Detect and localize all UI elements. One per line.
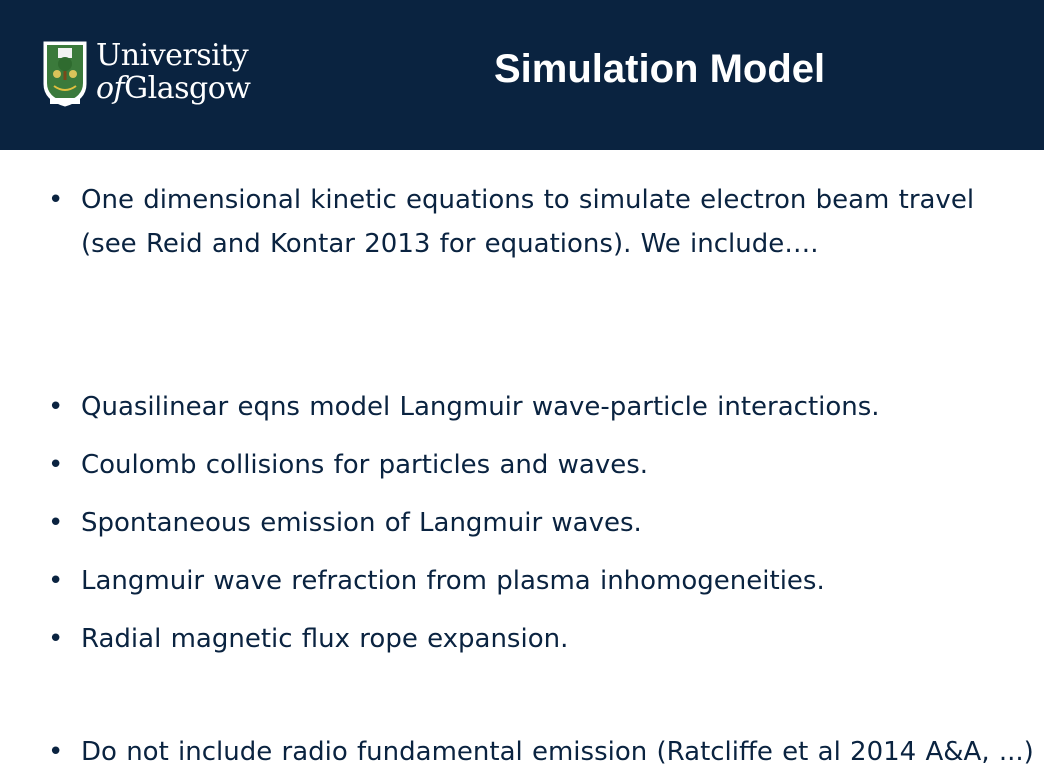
bullet-symbol: • bbox=[48, 392, 64, 422]
bullet-text: Quasilinear eqns model Langmuir wave-particle interactions. bbox=[81, 392, 880, 422]
logo-glasgow-text: Glasgow bbox=[124, 71, 251, 106]
logo-of-text: of bbox=[96, 71, 125, 106]
bullet-text: Langmuir wave refraction from plasma inhomogeneities. bbox=[81, 566, 825, 596]
bullet-text: Coulomb collisions for particles and waves. bbox=[81, 450, 649, 480]
bullet-text: Do not include radio fundamental emission (Ratcliffe et al 2014 A&A, ...) bbox=[81, 737, 1034, 767]
slide-title: Simulation Model bbox=[494, 47, 826, 91]
bullet-symbol: • bbox=[48, 508, 64, 538]
bullet-symbol: • bbox=[48, 185, 64, 215]
bullet-symbol: • bbox=[48, 624, 64, 654]
bullet-symbol: • bbox=[48, 566, 64, 596]
bullet-symbol: • bbox=[48, 450, 64, 480]
bullet-symbol: • bbox=[48, 737, 64, 767]
bullet-text: Radial magnetic flux rope expansion. bbox=[81, 624, 569, 654]
bullet-text: One dimensional kinetic equations to simulate electron beam travel (see Reid and Kontar 2013 for equations). We include…. bbox=[81, 185, 975, 259]
logo-wordmark-line1: University bbox=[96, 38, 249, 73]
bullet-text: Spontaneous emission of Langmuir waves. bbox=[81, 508, 642, 538]
